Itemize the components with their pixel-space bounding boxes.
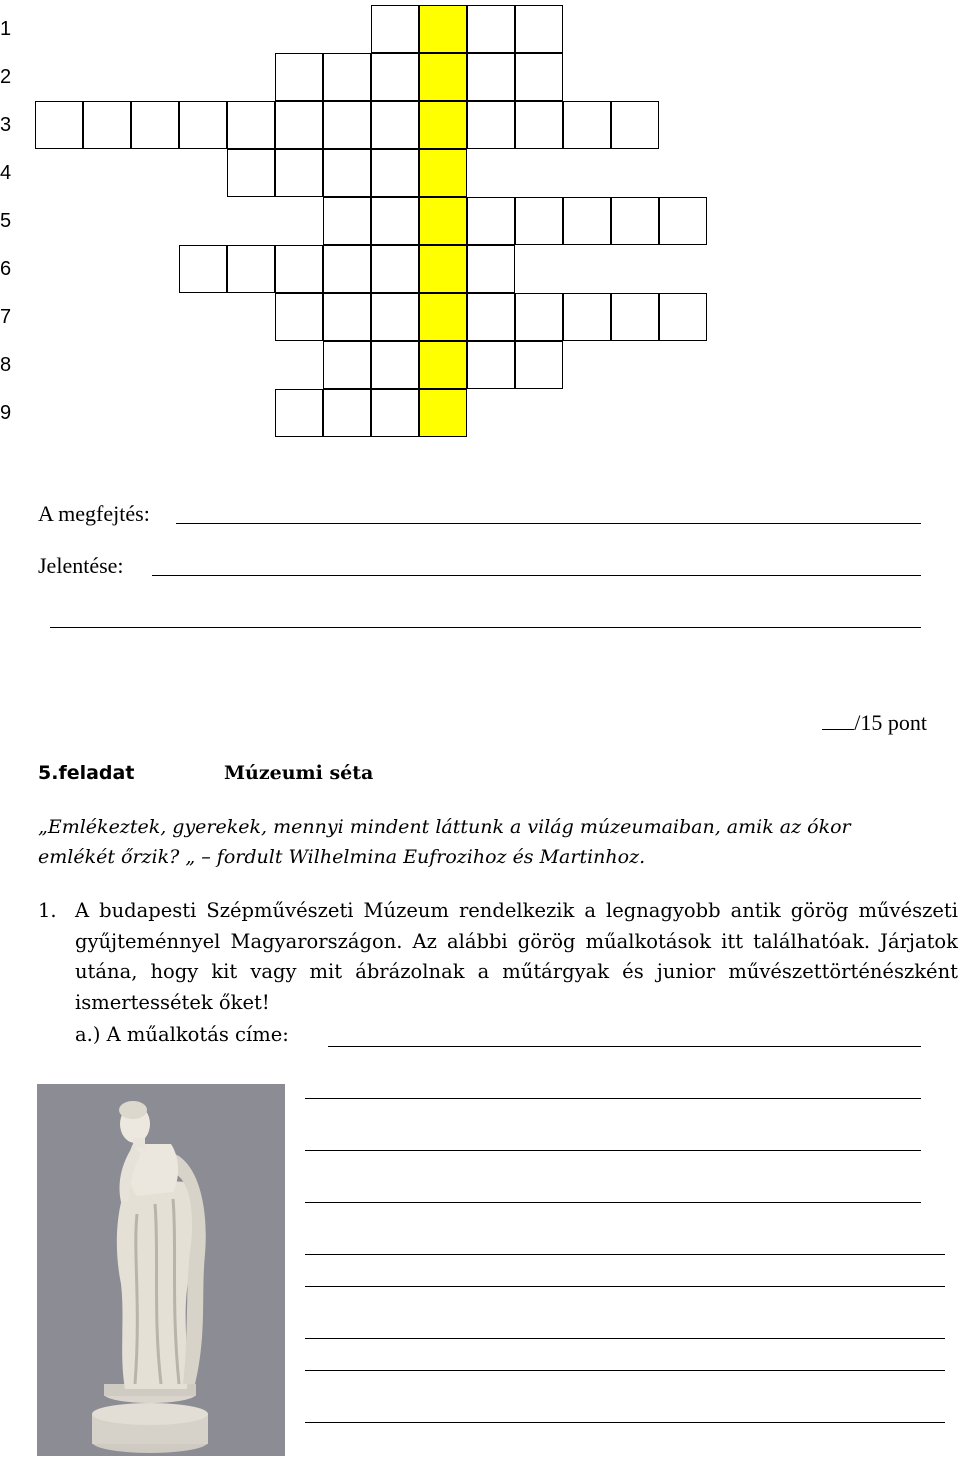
task-quote: „Emlékeztek, gyerekek, mennyi mindent láttunk a világ múzeumaiban, amik az ókor emlékét őrzik? „ – fordult Wilhelmina Eufrozihoz és Martinhoz. bbox=[38, 816, 851, 868]
meaning-label: Jelentése: bbox=[38, 553, 124, 578]
crossword-cell[interactable] bbox=[371, 245, 419, 293]
crossword-cell[interactable] bbox=[323, 197, 371, 245]
crossword-row-number: 7 bbox=[0, 306, 12, 328]
crossword-cell[interactable] bbox=[371, 53, 419, 101]
crossword-row-number: 3 bbox=[0, 114, 12, 136]
crossword-cell[interactable] bbox=[323, 149, 371, 197]
note-line-1[interactable] bbox=[305, 1098, 921, 1099]
crossword-cell[interactable] bbox=[227, 149, 275, 197]
crossword-cell[interactable] bbox=[227, 245, 275, 293]
crossword-cell[interactable] bbox=[371, 5, 419, 53]
note-line-4[interactable] bbox=[305, 1254, 945, 1255]
crossword-cell[interactable] bbox=[659, 293, 707, 341]
score-text: /15 pont bbox=[854, 710, 927, 735]
note-line-2[interactable] bbox=[305, 1150, 921, 1151]
crossword-cell[interactable] bbox=[467, 245, 515, 293]
crossword-solution-cell[interactable] bbox=[419, 293, 467, 341]
crossword-cell[interactable] bbox=[467, 293, 515, 341]
crossword-cell[interactable] bbox=[467, 53, 515, 101]
crossword-row-number: 4 bbox=[0, 162, 12, 184]
note-line-6[interactable] bbox=[305, 1338, 945, 1339]
crossword-solution-cell[interactable] bbox=[419, 149, 467, 197]
crossword-cell[interactable] bbox=[371, 101, 419, 149]
crossword-cell[interactable] bbox=[35, 101, 83, 149]
task-number: 5.feladat bbox=[38, 762, 135, 784]
task-title: Múzeumi séta bbox=[224, 762, 374, 784]
crossword-cell[interactable] bbox=[275, 389, 323, 437]
crossword-solution-cell[interactable] bbox=[419, 341, 467, 389]
crossword-cell[interactable] bbox=[323, 101, 371, 149]
crossword-cell[interactable] bbox=[179, 101, 227, 149]
question-item-1 bbox=[38, 896, 958, 1018]
crossword-row-number: 9 bbox=[0, 402, 12, 424]
crossword-cell[interactable] bbox=[515, 341, 563, 389]
crossword-cell[interactable] bbox=[563, 197, 611, 245]
note-line-3[interactable] bbox=[305, 1202, 921, 1203]
crossword-cell[interactable] bbox=[227, 101, 275, 149]
statue-image bbox=[37, 1084, 285, 1456]
score-blank[interactable] bbox=[822, 709, 854, 730]
crossword-cell[interactable] bbox=[563, 101, 611, 149]
crossword-cell[interactable] bbox=[467, 101, 515, 149]
crossword-cell[interactable] bbox=[611, 197, 659, 245]
crossword-row-number: 8 bbox=[0, 354, 12, 376]
solution-answer-line[interactable] bbox=[176, 523, 921, 524]
crossword-solution-cell[interactable] bbox=[419, 389, 467, 437]
crossword-cell[interactable] bbox=[467, 197, 515, 245]
crossword-cell[interactable] bbox=[179, 245, 227, 293]
crossword-cell[interactable] bbox=[275, 245, 323, 293]
crossword-row-number: 5 bbox=[0, 210, 12, 232]
crossword-solution-cell[interactable] bbox=[419, 197, 467, 245]
crossword-solution-cell[interactable] bbox=[419, 5, 467, 53]
crossword-cell[interactable] bbox=[515, 293, 563, 341]
question-text: A budapesti Szépművészeti Múzeum rendelkezik a legnagyobb antik görög művészeti gyűjteménnyel Magyarországon. Az alábbi görög műalkotások itt találhatóak. Járjatok utána, hogy kit vagy mit ábrázolnak a műtárgyak és junior művészettörténészként ismertessétek őket! bbox=[75, 899, 958, 1014]
crossword-cell[interactable] bbox=[467, 5, 515, 53]
crossword-cell[interactable] bbox=[515, 101, 563, 149]
title-answer-line[interactable] bbox=[328, 1046, 921, 1047]
crossword-solution-cell[interactable] bbox=[419, 53, 467, 101]
crossword-cell[interactable] bbox=[275, 101, 323, 149]
crossword-cell[interactable] bbox=[275, 53, 323, 101]
crossword-row-number: 2 bbox=[0, 66, 12, 88]
meaning-answer-line-2[interactable] bbox=[50, 627, 921, 628]
meaning-answer-line[interactable] bbox=[152, 575, 921, 576]
note-line-5[interactable] bbox=[305, 1286, 945, 1287]
note-line-7[interactable] bbox=[305, 1370, 945, 1371]
crossword-cell[interactable] bbox=[371, 293, 419, 341]
crossword-cell[interactable] bbox=[371, 149, 419, 197]
crossword-cell[interactable] bbox=[323, 341, 371, 389]
crossword-cell[interactable] bbox=[323, 53, 371, 101]
crossword-cell[interactable] bbox=[515, 197, 563, 245]
crossword-row-number: 1 bbox=[0, 18, 12, 40]
note-line-8[interactable] bbox=[305, 1422, 945, 1423]
subitem-label: a.) A műalkotás címe: bbox=[75, 1023, 289, 1046]
crossword-cell[interactable] bbox=[611, 293, 659, 341]
crossword-cell[interactable] bbox=[131, 101, 179, 149]
question-number: 1. bbox=[38, 899, 57, 922]
crossword-cell[interactable] bbox=[323, 389, 371, 437]
crossword-solution-cell[interactable] bbox=[419, 245, 467, 293]
crossword-row-number: 6 bbox=[0, 258, 12, 280]
statue-photo bbox=[37, 1084, 285, 1456]
crossword-cell[interactable] bbox=[371, 389, 419, 437]
crossword-solution-cell[interactable] bbox=[419, 101, 467, 149]
crossword-cell[interactable] bbox=[323, 245, 371, 293]
crossword-cell[interactable] bbox=[611, 101, 659, 149]
crossword-cell[interactable] bbox=[515, 53, 563, 101]
crossword-cell[interactable] bbox=[275, 149, 323, 197]
crossword-cell[interactable] bbox=[515, 5, 563, 53]
crossword-cell[interactable] bbox=[659, 197, 707, 245]
score-field bbox=[822, 709, 927, 736]
crossword-cell[interactable] bbox=[83, 101, 131, 149]
crossword-cell[interactable] bbox=[467, 341, 515, 389]
crossword-cell[interactable] bbox=[275, 293, 323, 341]
crossword-cell[interactable] bbox=[323, 293, 371, 341]
crossword-cell[interactable] bbox=[371, 197, 419, 245]
crossword-cell[interactable] bbox=[563, 293, 611, 341]
solution-label: A megfejtés: bbox=[38, 501, 150, 526]
crossword-cell[interactable] bbox=[371, 341, 419, 389]
